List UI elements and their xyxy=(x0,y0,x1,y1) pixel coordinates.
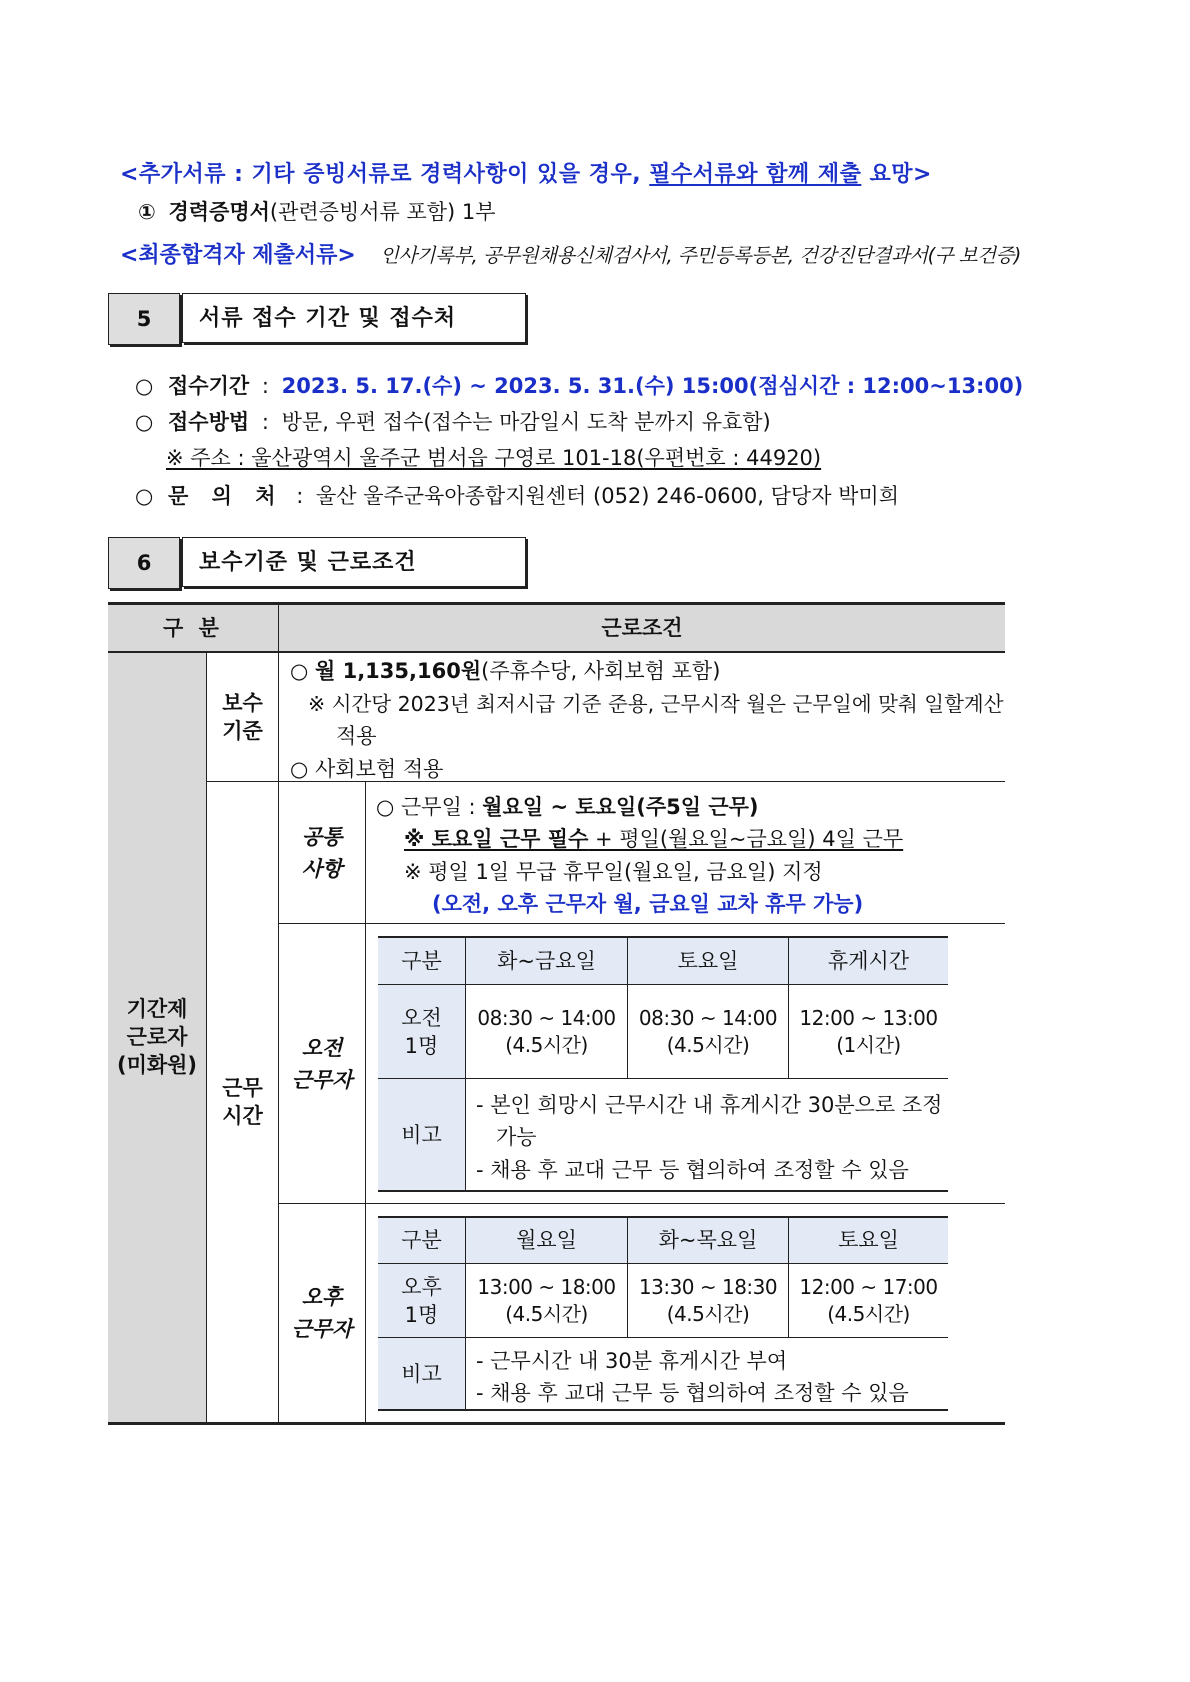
pay-insurance: ○ 사회보험 적용 xyxy=(290,757,444,781)
address-line: ※ 주소 : 울산광역시 울주군 범서읍 구영로 101-18(우편번호 : 44920) xyxy=(166,446,822,470)
am-cell-1: 08:30 ~ 14:00 (4.5시간) xyxy=(638,1005,778,1057)
pm-header-3: 토요일 xyxy=(838,1228,899,1252)
workday-line: ○ 근무일 : 월요일 ~ 토요일(주5일 근무) xyxy=(376,795,759,819)
pm-note-1: - 근무시간 내 30분 휴게시간 부여 xyxy=(476,1349,788,1373)
pm-header-1: 월요일 xyxy=(516,1228,577,1252)
pm-note-2: - 채용 후 교대 근무 등 협의하여 조정할 수 있음 xyxy=(476,1381,909,1405)
pay-label: 보수 기준 xyxy=(222,690,263,743)
am-header-1: 화~금요일 xyxy=(497,948,596,973)
am-header-2: 토요일 xyxy=(677,948,739,973)
swap-note: (오전, 오후 근무자 월, 금요일 교차 휴무 가능) xyxy=(432,892,864,916)
pm-header-0: 구분 xyxy=(401,1228,442,1252)
method-line: ○ 접수방법 : 방문, 우편 접수(접수는 마감일시 도착 분까지 유효함) xyxy=(135,410,771,434)
section5-title: 서류 접수 기간 및 접수처 xyxy=(182,293,526,343)
am-header-0: 구분 xyxy=(401,948,442,973)
am-row-label: 오전 1명 xyxy=(401,1005,442,1058)
contact-line: ○ 문 의 처 : 울산 울주군육아종합지원센터 (052) 246-0600, 담당자 박미희 xyxy=(135,484,900,508)
weekday-off-line: ※ 평일 1일 무급 휴무일(월요일, 금요일) 지정 xyxy=(404,860,823,884)
am-note-1b: 가능 xyxy=(496,1125,537,1149)
pm-row-label: 오후 1명 xyxy=(401,1274,442,1327)
am-header-3: 휴게시간 xyxy=(827,948,910,973)
pm-cell-0: 13:00 ~ 18:00 (4.5시간) xyxy=(477,1274,616,1326)
common-label: 공통 사항 xyxy=(301,824,343,881)
am-cell-0: 08:30 ~ 14:00 (4.5시간) xyxy=(477,1005,616,1057)
am-worker-label: 오전 근무자 xyxy=(291,1035,353,1092)
header-conditions: 근로조건 xyxy=(601,615,683,640)
am-cell-2: 12:00 ~ 13:00 (1시간) xyxy=(799,1005,938,1057)
am-note-label: 비고 xyxy=(401,1122,442,1147)
additional-docs-item: ① 경력증명서(관련증빙서류 포함) 1부 xyxy=(138,200,496,224)
pm-cell-1: 13:30 ~ 18:30 (4.5시간) xyxy=(638,1274,778,1326)
section6-title: 보수기준 및 근로조건 xyxy=(182,537,526,587)
hours-label: 근무 시간 xyxy=(222,1076,263,1128)
final-docs-heading: <최종합격자 제출서류> xyxy=(120,243,356,268)
section6-number: 6 xyxy=(108,537,180,589)
pm-note-label: 비고 xyxy=(401,1361,442,1386)
period-line: ○ 접수기간 : 2023. 5. 17.(수) ~ 2023. 5. 31.(수) 15:00(점심시간 : 12:00~13:00) xyxy=(135,374,1024,398)
pay-note-2: 적용 xyxy=(336,724,377,748)
pm-cell-2: 12:00 ~ 17:00 (4.5시간) xyxy=(799,1274,938,1326)
header-category: 구 분 xyxy=(163,615,223,640)
final-docs-list: 인사기록부, 공무원채용신체검사서, 주민등록등본, 건강진단결과서(구 보건증) xyxy=(380,244,1021,267)
worker-type: 기간제 근로자 (미화원) xyxy=(116,997,198,1077)
section5-number: 5 xyxy=(108,293,180,345)
saturday-line: ※ 토요일 근무 필수 + 평일(월요일~금요일) 4일 근무 xyxy=(404,827,904,851)
am-note-2: - 채용 후 교대 근무 등 협의하여 조정할 수 있음 xyxy=(476,1158,909,1182)
am-note-1: - 본인 희망시 근무시간 내 휴게시간 30분으로 조정 xyxy=(476,1093,943,1117)
pay-note: ※ 시간당 2023년 최저시급 기준 준용, 근무시작 월은 근무일에 맞춰 일할계산 xyxy=(308,692,1004,716)
pay-monthly: ○ 월 1,135,160원(주휴수당, 사회보험 포함) xyxy=(290,659,721,683)
pm-worker-label: 오후 근무자 xyxy=(291,1285,353,1341)
pm-header-2: 화~목요일 xyxy=(658,1228,758,1252)
additional-docs-heading: <추가서류 : 기타 증빙서류로 경력사항이 있을 경우, 필수서류와 함께 제출 요망> xyxy=(120,162,932,187)
